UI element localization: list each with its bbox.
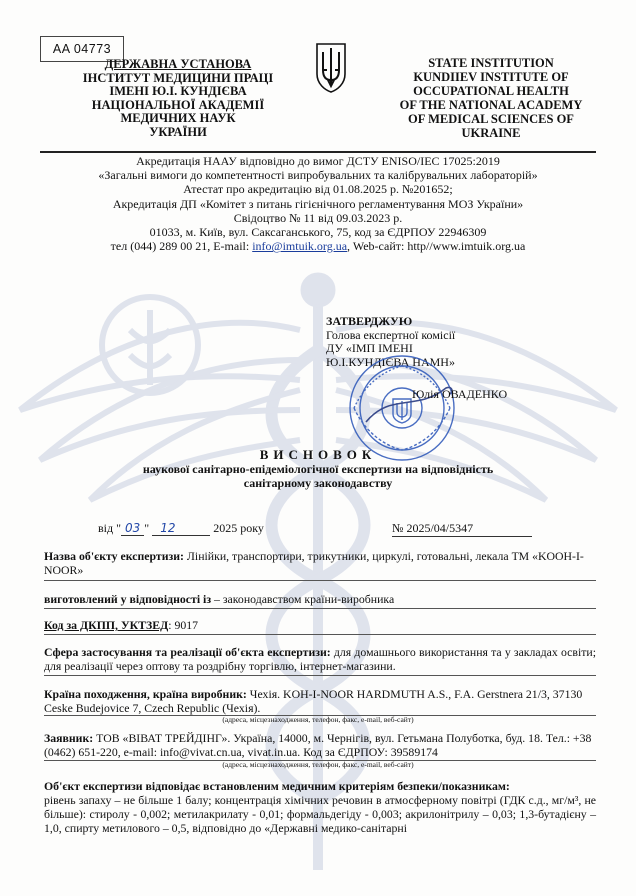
date-quote: "	[144, 521, 150, 535]
contact-prefix: тел (044) 289 00 21, E-mail:	[110, 239, 253, 254]
website-prefix: , Web-сайт: http//	[347, 239, 433, 254]
applicant-caption: (адреса, місцезнаходження, телефон, факс, e-mail, веб-сайт)	[222, 760, 414, 769]
email-link[interactable]: info@imtuik.org.ua	[252, 239, 348, 254]
field-divider	[44, 580, 596, 581]
subtitle-line: санітарному законодавству	[243, 476, 393, 490]
code-field	[44, 618, 596, 632]
criteria-label: Об'єкт експертизи відповідає встановленим медичним критеріям безпеки/показникам:	[44, 779, 510, 793]
accreditation-line: Атестат про акредитацію від 01.08.2025 р. №201652;	[183, 182, 453, 197]
criteria-value: рівень запаху – не більше 1 балу; концентрація хімічних речовин в атмосферному повітрі (ГДК с.д., мг/м³, не більше): стиролу - 0,002; метилакрилату - 0,01; формальдегіду - 0,003; акрилонітрилу – 0,03; 1,3-бутадієну – 1,0, спирту метилового – 0,5, відповідно до «Державні медико-санітарні	[44, 793, 596, 835]
contact-line	[50, 239, 586, 253]
header-left-line: ІНСТИТУТ МЕДИЦИНИ ПРАЦІ	[82, 70, 274, 85]
field-divider	[44, 608, 596, 609]
field-divider	[44, 675, 596, 676]
country-field	[44, 687, 596, 715]
approval-line: Голова експертної комісії	[326, 327, 456, 342]
applicant-label: Заявник:	[44, 731, 94, 745]
header-right-line: OCCUPATIONAL HEALTH	[413, 84, 569, 98]
accreditation-line: Акредитація НААУ відповідно до вимог ДСТУ ENISO/IEC 17025:2019	[136, 154, 500, 168]
header-right-line: KUNDIIEV INSTITUTE OF	[413, 70, 569, 84]
header-left-line: НАЦІОНАЛЬНОЇ АКАДЕМІЇ	[91, 97, 265, 112]
applicant-value: ТОВ «ВІВАТ ТРЕЙДІНГ». Україна, 14000, м. Чернігів, вул. Гетьмана Полуботка, буд. 18. Тел.: +38 (0462) 651-220, e-mail: info@vivat.cn.ua, vivat.in.ua. Код за ЄДРПОУ: 39589174	[44, 731, 592, 759]
accreditation-block	[50, 154, 586, 253]
manufactured-value: – законодавством країни-виробника	[211, 592, 395, 606]
field-divider	[44, 634, 596, 635]
scope-field	[44, 645, 596, 673]
document-number-text: № 2025/04/5347	[392, 521, 532, 537]
header-left-ukrainian	[60, 58, 296, 139]
code-label: Код за ДКПП, УКТЗЕД	[44, 618, 169, 632]
code-value: : 9017	[168, 618, 199, 632]
applicant-field	[44, 731, 596, 759]
header-left-line: ІМЕНІ Ю.І. КУНДІЄВА	[109, 84, 247, 98]
accreditation-line: Свідоцтво № 11 від 09.03.2023 р.	[233, 210, 403, 225]
subtitle-line: наукової санітарно-епідеміологічної експертизи на відповідність	[142, 462, 494, 476]
document-title: ВИСНОВОК	[259, 447, 377, 462]
issue-date	[98, 521, 264, 536]
header-right-line: STATE INSTITUTION	[428, 56, 554, 70]
accreditation-line: 01033, м. Київ, вул. Саксаганського, 75, код за ЄДРПОУ 22946309	[149, 225, 487, 240]
date-month: 12	[152, 521, 210, 536]
manufactured-label: виготовлений у відповідності із	[44, 592, 212, 606]
date-year: 2025 року	[213, 521, 264, 535]
header-divider	[40, 151, 596, 153]
accreditation-line: «Загальні вимоги до компетентності випробувальних та калібрувальних лабораторій»	[98, 168, 538, 183]
header-right-english	[386, 56, 596, 140]
coat-of-arms-trident-icon	[313, 40, 349, 94]
criteria-field	[44, 779, 596, 835]
country-value: Чехія. KOH-I-NOOR HARDMUTH A.S., F.A. Gerstnera 21/3, 37130 Ceske Budejovice 7, Czech Republic (Чехія).	[44, 687, 583, 715]
document-number	[392, 521, 532, 537]
header-left-line: ДЕРЖАВНА УСТАНОВА	[104, 57, 252, 71]
object-label: Назва об'єкту експертизи:	[44, 549, 184, 563]
accreditation-line: Акредитація ДП «Комітет з питань гігієнічного регламентування МОЗ України»	[112, 196, 524, 211]
object-field	[44, 549, 596, 577]
country-label: Країна походження, країна виробник:	[44, 687, 247, 701]
header-right-line: OF MEDICAL SCIENCES OF	[408, 112, 574, 126]
document-subtitle	[118, 462, 518, 490]
scope-label: Сфера застосування та реалізації об'єкта експертизи:	[44, 645, 331, 659]
approval-title: ЗАТВЕРДЖУЮ	[326, 314, 413, 328]
header-left-line: УКРАЇНИ	[149, 124, 207, 139]
date-day: 03	[121, 521, 144, 536]
date-prefix: від "	[98, 521, 122, 535]
header-right-line: OF THE NATIONAL ACADEMY	[399, 98, 583, 112]
object-value: Лінійки, транспортири, трикутники, циркулі, готовальні, лекала ТМ «KOOH-I-NOOR»	[44, 549, 584, 577]
address-caption: (адреса, місцезнаходження, телефон, факс, e-mail, веб-сайт)	[222, 715, 414, 724]
scope-value: для домашнього використання та у закладах освіти; для реалізації через оптову та роздрібну торгівлю, інтернет-магазини.	[44, 645, 596, 673]
serial-number-box: AA 04773	[40, 36, 124, 62]
approval-line: ДУ «ІМП ІМЕНІ	[326, 341, 413, 355]
website-link[interactable]: www.imtuik.org.ua	[432, 239, 526, 254]
header-right-line: UKRAINE	[461, 126, 521, 140]
signatory-name: Юлія ОВАДЕНКО	[412, 387, 508, 401]
manufactured-field	[44, 592, 596, 606]
approval-line: Ю.І.КУНДІЄВА НАМН»	[326, 354, 455, 369]
header-left-line: МЕДИЧНИХ НАУК	[120, 111, 236, 125]
